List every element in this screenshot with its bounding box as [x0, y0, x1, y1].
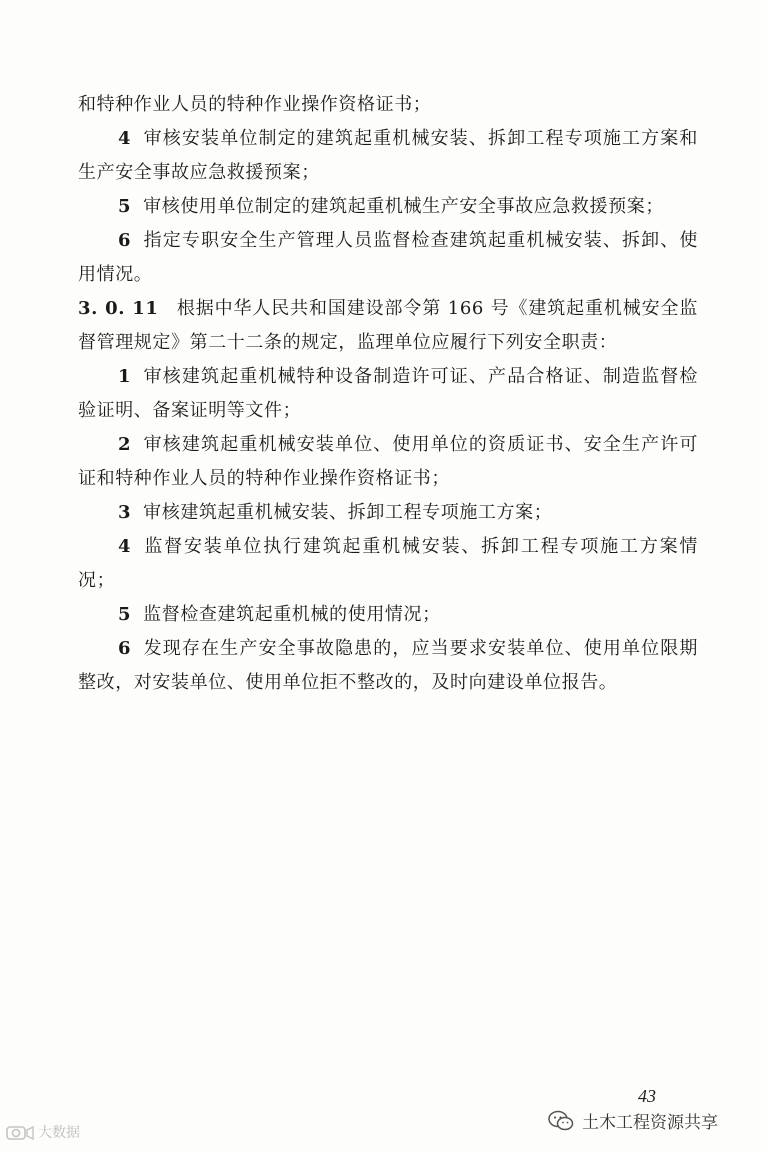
item-number: 4 [118, 536, 132, 557]
item-number: 3 [118, 502, 132, 523]
item-number: 6 [118, 230, 132, 251]
wechat-watermark [548, 1108, 718, 1133]
item-number: 5 [118, 604, 132, 625]
item-text: 审核建筑起重机械特种设备制造许可证、产品合格证、制造监督检验证明、备案证明等文件； [78, 366, 698, 421]
list-item [78, 360, 698, 428]
list-item [78, 530, 698, 598]
item-text: 审核使用单位制定的建筑起重机械生产安全事故应急救援预案； [143, 196, 664, 217]
bottom-watermark [6, 1122, 80, 1142]
list-item [78, 190, 698, 224]
clause-text: 根据中华人民共和国建设部令第 166 号《建筑起重机械安全监督管理规定》第二十二条的规定，监理单位应履行下列安全职责： [78, 298, 699, 353]
document-body [78, 88, 698, 700]
clause-number: 3. 0. 11 [78, 298, 159, 319]
item-text: 发现存在生产安全事故隐患的，应当要求安装单位、使用单位限期整改，对安装单位、使用单位拒不整改的，及时向建设单位报告。 [78, 638, 698, 693]
item-text: 审核建筑起重机械安装、拆卸工程专项施工方案； [143, 502, 553, 523]
watermark-text: 大数据 [38, 1125, 80, 1141]
list-item [78, 598, 698, 632]
page-number: 43 [638, 1086, 656, 1106]
item-text: 审核建筑起重机械安装单位、使用单位的资质证书、安全生产许可证和特种作业人员的特种作业操作资格证书； [78, 434, 698, 489]
item-number: 1 [118, 366, 132, 387]
list-item [78, 496, 698, 530]
paragraph-continuation [78, 88, 698, 122]
wechat-icon [548, 1110, 574, 1132]
wechat-account-name: 土木工程资源共享 [582, 1113, 718, 1133]
clause-paragraph [78, 292, 698, 360]
item-number: 6 [118, 638, 132, 659]
list-item [78, 224, 698, 292]
item-text: 监督检查建筑起重机械的使用情况； [143, 604, 441, 625]
camera-logo-icon [6, 1123, 34, 1141]
list-item [78, 632, 698, 700]
item-text: 指定专职安全生产管理人员监督检查建筑起重机械安装、拆卸、使用情况。 [78, 230, 698, 285]
item-text: 审核安装单位制定的建筑起重机械安装、拆卸工程专项施工方案和生产安全事故应急救援预案； [78, 128, 698, 183]
list-item [78, 122, 698, 190]
list-item [78, 428, 698, 496]
item-number: 5 [118, 196, 132, 217]
item-number: 4 [118, 128, 132, 149]
paragraph-text: 和特种作业人员的特种作业操作资格证书； [78, 94, 432, 115]
item-number: 2 [118, 434, 132, 455]
item-text: 监督安装单位执行建筑起重机械安装、拆卸工程专项施工方案情况； [78, 536, 698, 591]
